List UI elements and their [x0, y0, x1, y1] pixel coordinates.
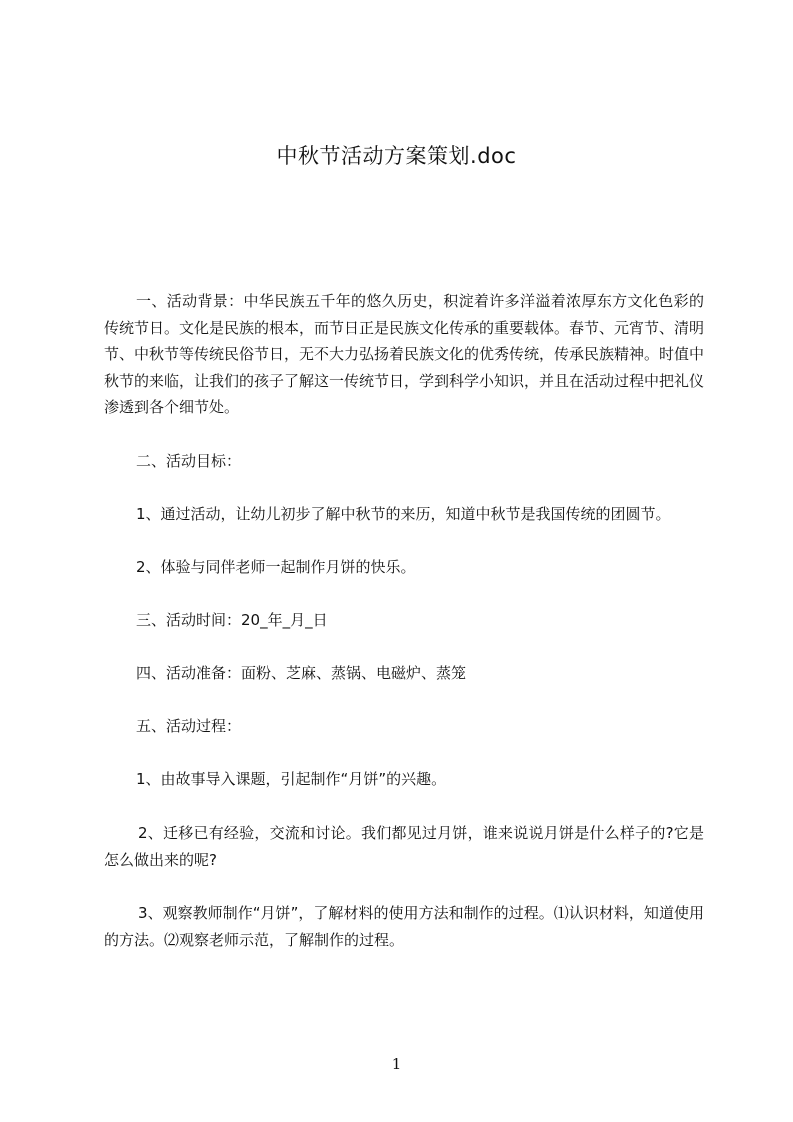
paragraph-goal-2: 2、体验与同伴老师一起制作月饼的快乐。 [136, 558, 416, 576]
page-number: 1 [391, 1055, 402, 1073]
paragraph-process-1: 1、由故事导入课题，引起制作“月饼”的兴趣。 [136, 770, 447, 788]
paragraph-preparation: 四、活动准备：面粉、芝麻、蒸锅、电磁炉、蒸笼 [136, 664, 467, 682]
document-title: 中秋节活动方案策划.doc [276, 144, 517, 168]
paragraph-goal-1: 1、通过活动，让幼儿初步了解中秋节的来历，知道中秋节是我国传统的团圆节。 [136, 505, 671, 523]
paragraph-background: 一、活动背景：中华民族五千年的悠久历史，积淀着许多洋溢着浓厚东方文化色彩的传统节日。文化是民族的根本，而节日正是民族文化传承的重要载体。春节、元宵节、清明节、中秋节等传统民俗节日，无不大力弘扬着民族文化的优秀传统，传承民族精神。时值中秋节的来临，让我们的孩子了解这一传统节日，学到科学小知识，并且在活动过程中把礼仪渗透到各个细节处。 [104, 292, 705, 416]
paragraph-goals-heading: 二、活动目标： [136, 452, 242, 470]
paragraph-time: 三、活动时间：20_年_月_日 [136, 611, 328, 629]
paragraph-process-2: 2、迁移已有经验，交流和讨论。我们都见过月饼，谁来说说月饼是什么样子的?它是怎么做出来的呢? [104, 824, 704, 869]
paragraph-process-3: 3、观察教师制作“月饼”，了解材料的使用方法和制作的过程。⑴认识材料，知道使用的方法。⑵观察老师示范，了解制作的过程。 [104, 904, 704, 949]
paragraph-process-heading: 五、活动过程： [136, 717, 242, 735]
